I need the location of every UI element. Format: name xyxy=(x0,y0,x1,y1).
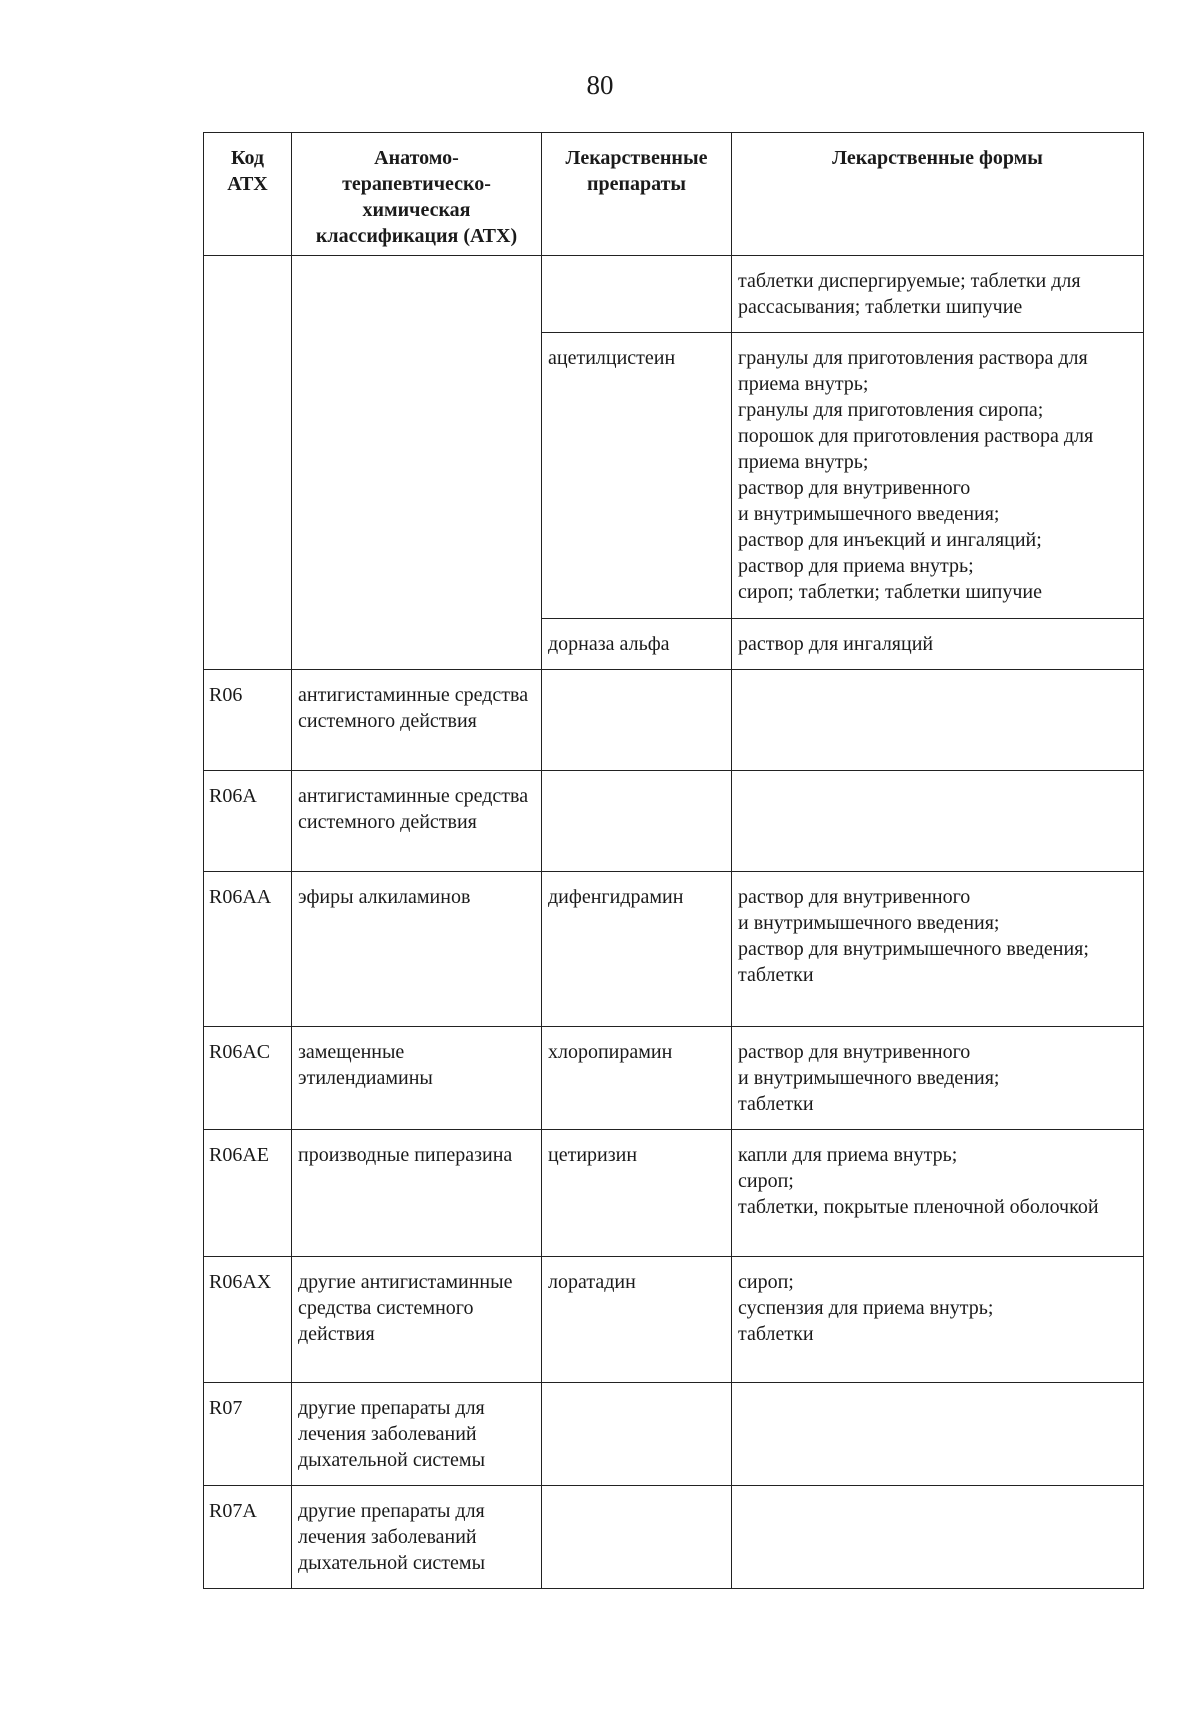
table-row xyxy=(204,333,1144,619)
cell-classification xyxy=(292,619,542,670)
cell-classification: другие антигистаминные средства системного действия xyxy=(292,1257,542,1383)
cell-drug xyxy=(542,1383,732,1486)
cell-classification: антигистаминные средства системного действия xyxy=(292,771,542,872)
header-atx-classification: Анатомо- терапевтическо- химическая классификация (АТХ) xyxy=(292,133,542,256)
cell-code: R07 xyxy=(204,1383,292,1486)
cell-code: R06A xyxy=(204,771,292,872)
cell-forms xyxy=(732,670,1144,771)
cell-code: R06AC xyxy=(204,1027,292,1130)
cell-forms: раствор для внутривенного и внутримышечного введения; раствор для внутримышечного введения; таблетки xyxy=(732,872,1144,1027)
cell-classification: замещенные этилендиамины xyxy=(292,1027,542,1130)
cell-classification: другие препараты для лечения заболеваний дыхательной системы xyxy=(292,1383,542,1486)
cell-drug: дифенгидрамин xyxy=(542,872,732,1027)
cell-drug: цетиризин xyxy=(542,1130,732,1257)
cell-code: R06AE xyxy=(204,1130,292,1257)
header-dosage-forms: Лекарственные формы xyxy=(732,133,1144,256)
cell-forms xyxy=(732,771,1144,872)
cell-forms: таблетки диспергируемые; таблетки для рассасывания; таблетки шипучие xyxy=(732,256,1144,333)
table-header-row xyxy=(204,133,1144,256)
cell-drug xyxy=(542,771,732,872)
cell-forms: раствор для внутривенного и внутримышечного введения; таблетки xyxy=(732,1027,1144,1130)
cell-forms xyxy=(732,1383,1144,1486)
cell-classification: антигистаминные средства системного действия xyxy=(292,670,542,771)
cell-code: R06 xyxy=(204,670,292,771)
table-row xyxy=(204,872,1144,1027)
cell-drug: лоратадин xyxy=(542,1257,732,1383)
cell-code xyxy=(204,619,292,670)
cell-drug xyxy=(542,670,732,771)
cell-code: R06AA xyxy=(204,872,292,1027)
table-row xyxy=(204,1383,1144,1486)
table-row xyxy=(204,256,1144,333)
page-number: 80 xyxy=(586,70,614,100)
cell-drug: ацетилцистеин xyxy=(542,333,732,619)
cell-drug: дорназа альфа xyxy=(542,619,732,670)
cell-classification: другие препараты для лечения заболеваний дыхательной системы xyxy=(292,1486,542,1589)
cell-forms xyxy=(732,1486,1144,1589)
cell-code: R07A xyxy=(204,1486,292,1589)
table-row xyxy=(204,1257,1144,1383)
table-row xyxy=(204,771,1144,872)
cell-classification xyxy=(292,256,542,333)
cell-code: R06AX xyxy=(204,1257,292,1383)
table-row xyxy=(204,1486,1144,1589)
header-atx-code: Код АТХ xyxy=(204,133,292,256)
cell-classification: производные пиперазина xyxy=(292,1130,542,1257)
cell-drug: хлоропирамин xyxy=(542,1027,732,1130)
cell-code xyxy=(204,256,292,333)
cell-drug xyxy=(542,256,732,333)
table-row xyxy=(204,1027,1144,1130)
cell-forms: раствор для ингаляций xyxy=(732,619,1144,670)
cell-classification: эфиры алкиламинов xyxy=(292,872,542,1027)
table-row xyxy=(204,1130,1144,1257)
cell-forms: сироп; суспензия для приема внутрь; таблетки xyxy=(732,1257,1144,1383)
cell-forms: гранулы для приготовления раствора для приема внутрь; гранулы для приготовления сиропа; порошок для приготовления раствора для приема внутрь; раствор для внутривенного и внутримышечного введения; раствор для инъекций и ингаляций; раствор для приема внутрь; сироп; таблетки; таблетки шипучие xyxy=(732,333,1144,619)
cell-drug xyxy=(542,1486,732,1589)
table-row xyxy=(204,619,1144,670)
atx-classification-table xyxy=(203,132,1144,1589)
header-drugs: Лекарственные препараты xyxy=(542,133,732,256)
cell-classification xyxy=(292,333,542,619)
table-row xyxy=(204,670,1144,771)
cell-code xyxy=(204,333,292,619)
cell-forms: капли для приема внутрь; сироп; таблетки, покрытые пленочной оболочкой xyxy=(732,1130,1144,1257)
